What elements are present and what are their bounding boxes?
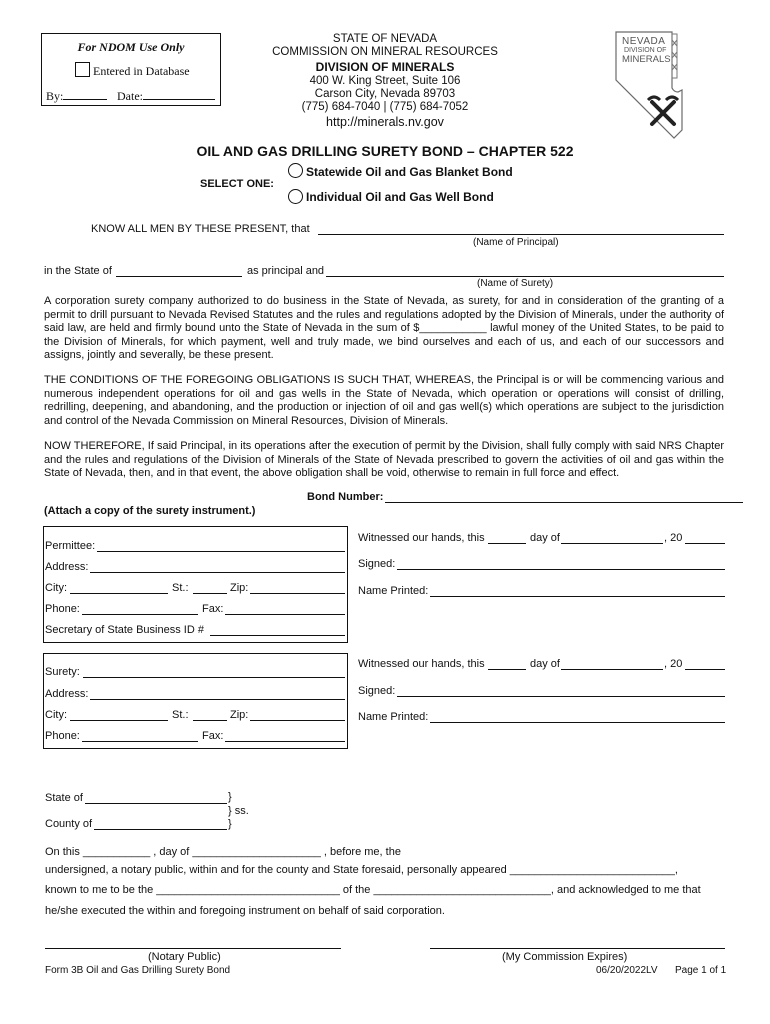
witness1-name-printed-field[interactable] [430,596,725,597]
commission-expires-line[interactable] [430,948,725,949]
sos-business-id-field[interactable] [210,635,345,636]
principal-name-field[interactable] [318,234,724,235]
commission-expires-caption: (My Commission Expires) [502,951,628,963]
witness1-signed-field[interactable] [397,569,725,570]
surety-city-field[interactable] [70,720,168,721]
witness1-text: Witnessed our hands, this [358,532,485,544]
logo-line2: DIVISION OF [624,47,667,54]
entered-in-database-label: Entered in Database [93,64,190,78]
principal-state-field[interactable] [116,276,242,277]
date-field[interactable] [143,88,215,100]
surety-phone-label: Phone: [45,730,80,742]
notary-known: known to me to be the ______________________________ of the _____________________________, and acknowledged to me that [45,884,701,896]
statewide-bond-label: Statewide Oil and Gas Blanket Bond [306,165,513,179]
witness2-text: Witnessed our hands, this [358,658,485,670]
notary-undersigned: undersigned, a notary public, within and for the county and State foresaid, personally appeared ___________________________, [45,864,678,876]
know-all-text: KNOW ALL MEN BY THESE PRESENT, that [91,223,310,235]
footer-page: Page 1 of 1 [675,965,727,976]
permittee-zip-field[interactable] [250,593,345,594]
witness1-name-printed-label: Name Printed: [358,585,429,597]
permittee-st-field[interactable] [193,593,227,594]
by-label: By: [46,89,64,103]
witness2-day-of-label: day of [530,658,560,670]
attach-instruction: (Attach a copy of the surety instrument.) [44,505,256,517]
bond-number-field[interactable] [385,502,743,503]
bond-number-label: Bond Number: [307,491,384,503]
individual-bond-label: Individual Oil and Gas Well Bond [306,190,494,204]
witness1-year-label: , 20 [664,532,683,544]
entered-in-database-checkbox[interactable] [75,62,90,77]
as-principal-label: as principal and [247,265,325,277]
witness2-year-field[interactable] [685,669,725,670]
notary-executed: he/she executed the within and foregoing instrument on behalf of said corporation. [45,905,445,917]
permittee-fax-field[interactable] [225,614,345,615]
notary-state-label: State of [45,792,83,804]
paragraph-conditions: THE CONDITIONS OF THE FOREGOING OBLIGATIONS IS SUCH THAT, WHEREAS, the Principal is or will be commencing various and numerous independent operations for oil and gas wells in the State of Nevada, which operation or operations will consist of drilling, redrilling, deepening, and abandoning, and the production or injection of oil and gas well(s) which operations are subject to the jurisdiction and control of the Nevada Commission on Mineral Resources, Division of Minerals. [44,374,724,427]
header-address2: Carson City, Nevada 89703 [314,88,456,100]
nevada-minerals-logo [614,30,688,140]
permittee-phone-label: Phone: [45,603,80,615]
notary-on-this: On this ___________ , day of _____________________ , before me, the [45,846,401,858]
ndom-title: For NDOM Use Only [77,40,185,54]
footer-version: 06/20/2022LV [596,965,658,976]
surety-field[interactable] [83,677,345,678]
notary-brace-top: } [228,791,232,803]
witness1-month-field[interactable] [561,543,663,544]
witness1-day-field[interactable] [488,543,526,544]
notary-ss: } ss. [228,805,249,817]
witness2-name-printed-field[interactable] [430,722,725,723]
form-title: OIL AND GAS DRILLING SURETY BOND – CHAPTER 522 [196,143,574,159]
name-of-surety-caption: (Name of Surety) [477,278,554,289]
surety-st-field[interactable] [193,720,227,721]
surety-fax-field[interactable] [225,741,345,742]
witness1-year-field[interactable] [685,543,725,544]
surety-phone-field[interactable] [82,741,198,742]
date-label: Date: [117,89,143,103]
sos-business-id-label: Secretary of State Business ID # [45,624,204,636]
header-phone: (775) 684-7040 | (775) 684-7052 [301,101,469,113]
witness2-name-printed-label: Name Printed: [358,711,429,723]
surety-zip-label: Zip: [230,709,249,721]
permittee-zip-label: Zip: [230,582,249,594]
paragraph-now-therefore: NOW THEREFORE, If said Principal, in its operations after the execution of permit by the Division, shall fully comply with said NRS Chapter and the rules and regulations of the Division of Minerals of the State of Nevada prescribed to govern the activities of oil and gas within the State of Nevada, then, and in that event, the above obligation shall be void, otherwise to remain in full force and effect. [44,440,724,480]
witness1-day-of-label: day of [530,532,560,544]
surety-box [43,653,348,749]
surety-city-label: City: [45,709,67,721]
individual-bond-radio[interactable] [288,189,303,204]
notary-brace-bottom: } [228,818,232,830]
notary-state-field[interactable] [85,803,227,804]
notary-public-signature-line[interactable] [45,948,341,949]
by-field[interactable] [63,88,107,100]
ndom-use-box [41,33,221,106]
name-of-principal-caption: (Name of Principal) [473,237,559,248]
witness2-month-field[interactable] [561,669,663,670]
logo-line1: NEVADA [622,36,666,47]
permittee-address-label: Address: [45,561,89,573]
header-division: DIVISION OF MINERALS [315,60,455,74]
permittee-label: Permittee: [45,540,96,552]
header-address1: 400 W. King Street, Suite 106 [309,75,461,87]
in-state-of-label: in the State of [44,265,112,277]
permittee-address-field[interactable] [90,572,345,573]
witness2-signed-label: Signed: [358,685,396,697]
surety-zip-field[interactable] [250,720,345,721]
notary-public-caption: (Notary Public) [148,951,221,963]
paragraph-surety-company: A corporation surety company authorized to do business in the State of Nevada, as surety, for and in consideration of the granting of a permit to drill pursuant to Nevada Revised Statutes and the rules and regulations adopted by the Division of Minerals, under the authority of said law, are held and firmly bound unto the State of Nevada in the sum of $___________ lawful money of the United States, to be paid to the Division of Minerals, for which payment, well and truly made, we bind ourselves and each of us, and each of our successors and assigns, jointly and severally, be these present. [44,295,724,362]
notary-county-label: County of [45,818,93,830]
witness2-day-field[interactable] [488,669,526,670]
permittee-city-field[interactable] [70,593,168,594]
witness2-signed-field[interactable] [397,696,725,697]
permittee-field[interactable] [97,551,345,552]
witness1-signed-label: Signed: [358,558,396,570]
surety-address-field[interactable] [90,699,345,700]
footer-form-name: Form 3B Oil and Gas Drilling Surety Bond [45,965,231,976]
header-commission: COMMISSION ON MINERAL RESOURCES [272,46,498,58]
surety-address-label: Address: [45,688,89,700]
surety-fax-label: Fax: [202,730,224,742]
permittee-st-label: St.: [172,582,189,594]
surety-name-field[interactable] [326,276,724,277]
permittee-phone-field[interactable] [82,614,198,615]
permittee-fax-label: Fax: [202,603,224,615]
surety-label: Surety: [45,666,80,678]
permittee-city-label: City: [45,582,67,594]
header-url[interactable]: http://minerals.nv.gov [326,115,444,129]
logo-line3: MINERALS [622,54,671,65]
notary-county-field[interactable] [94,829,227,830]
statewide-bond-radio[interactable] [288,163,303,178]
header-state: STATE OF NEVADA [332,33,438,45]
surety-st-label: St.: [172,709,189,721]
witness2-year-label: , 20 [664,658,683,670]
select-one-label: SELECT ONE: [200,178,274,190]
